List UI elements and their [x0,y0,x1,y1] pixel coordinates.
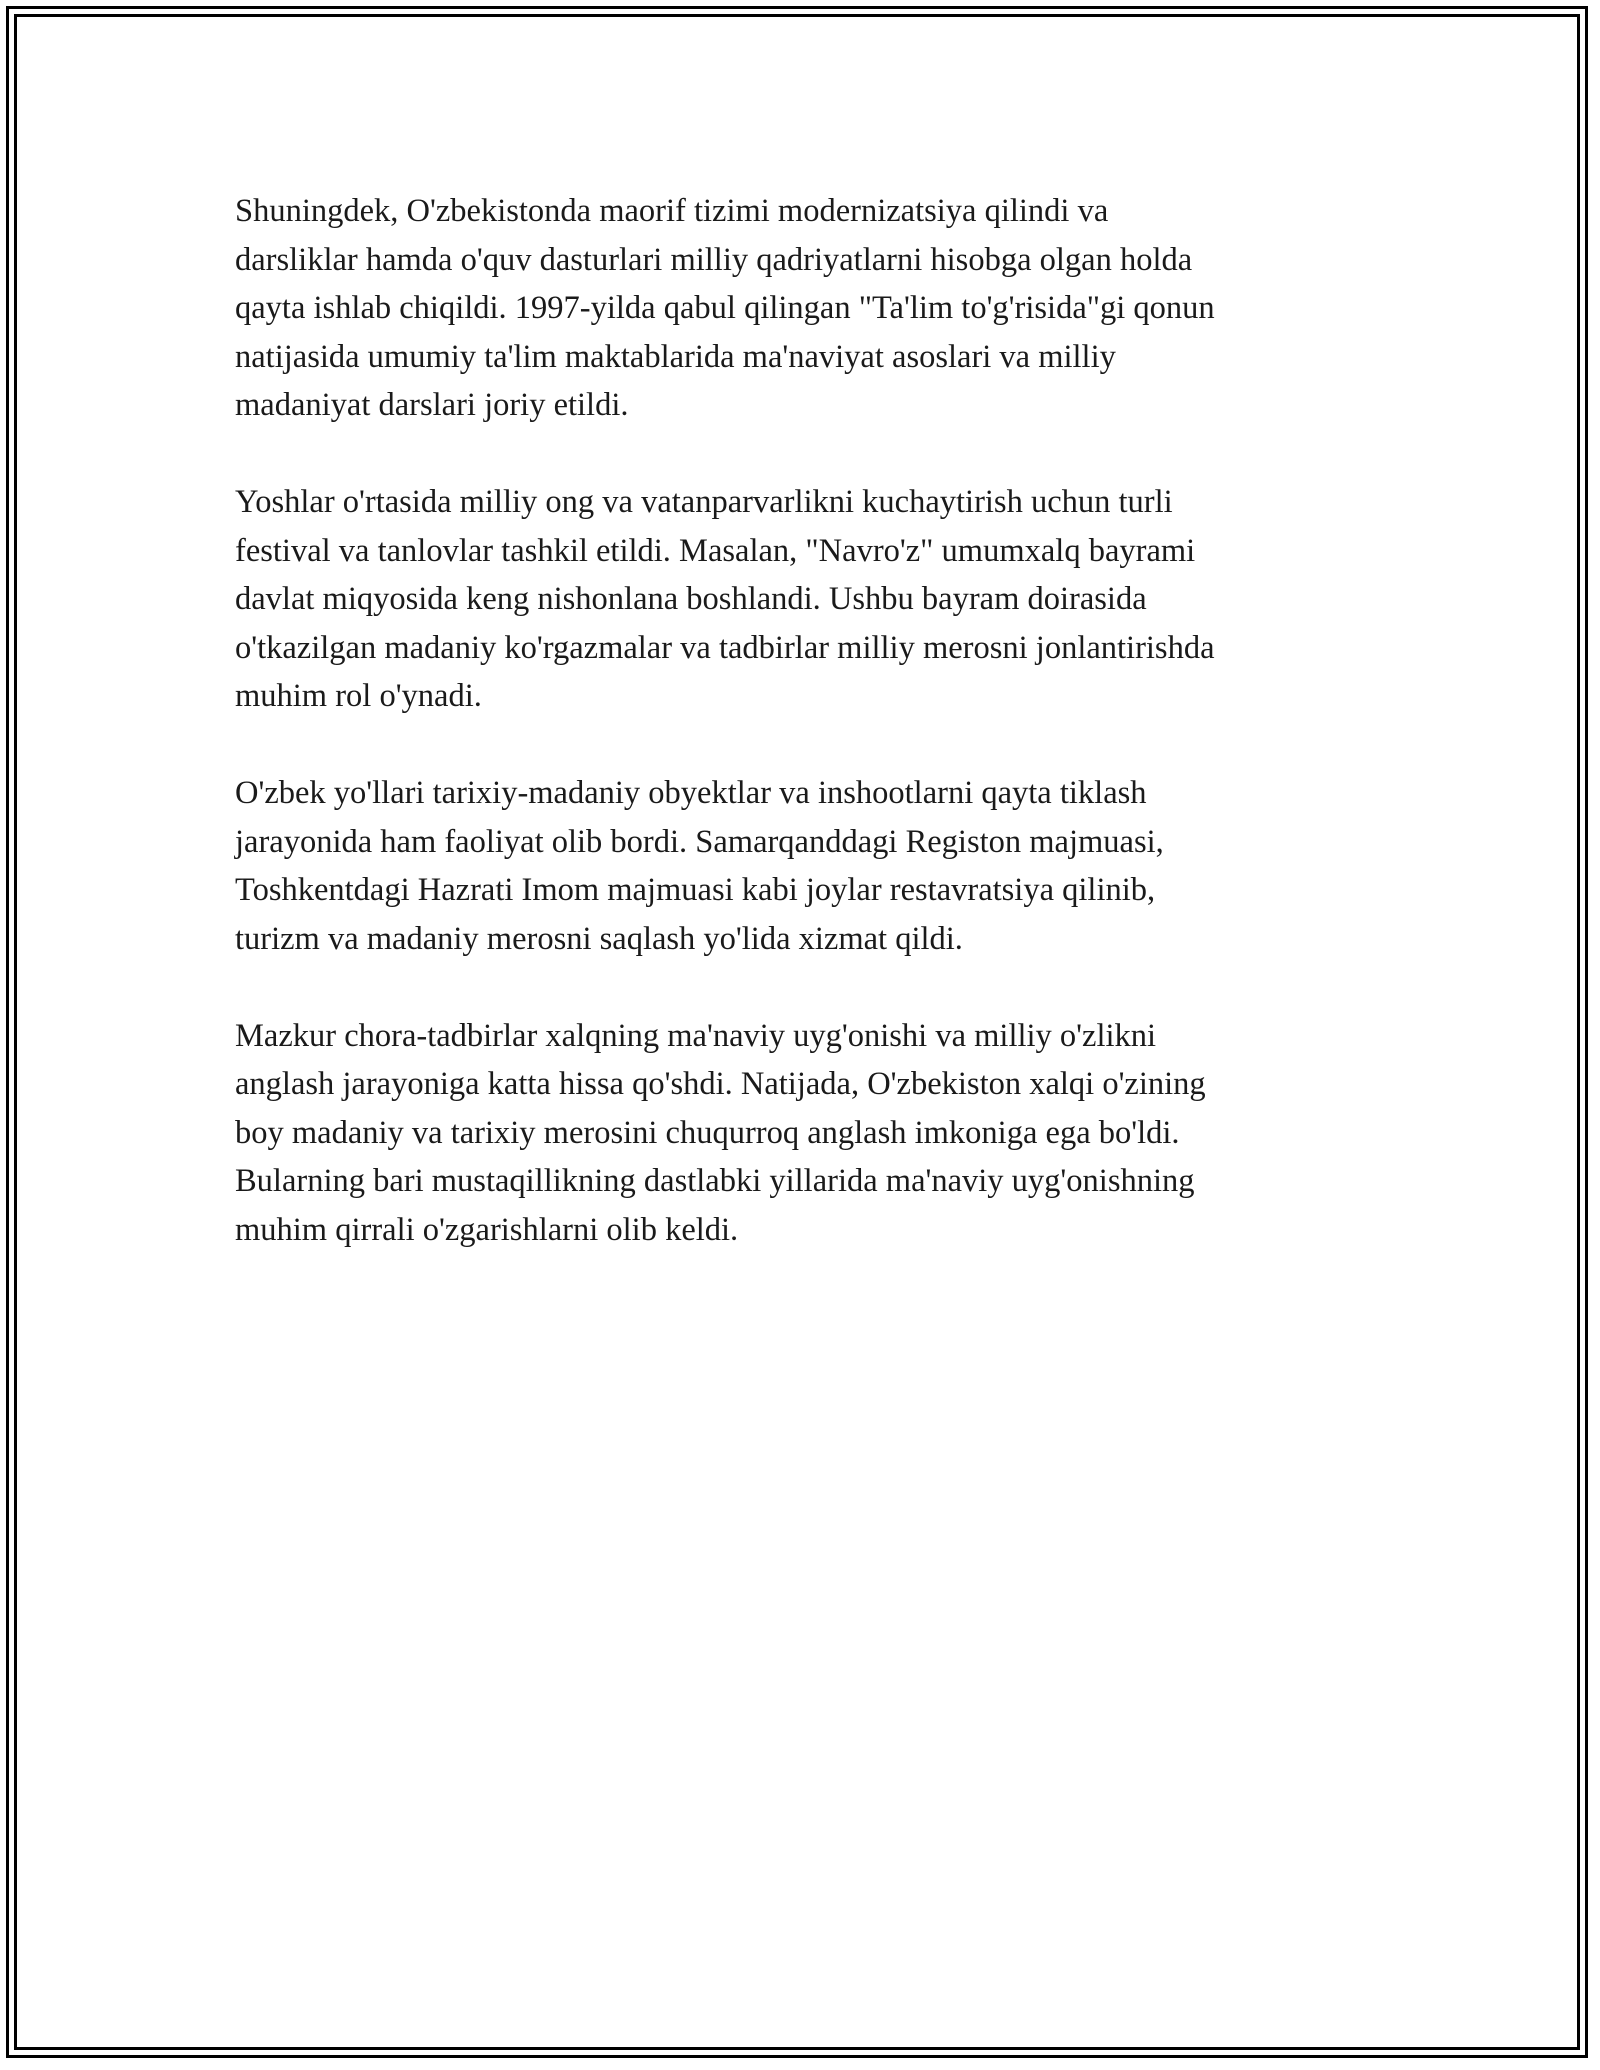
text-line: Toshkentdagi Hazrati Imom majmuasi kabi joylar restavratsiya qilinib, [235,872,1156,908]
text-line: muhim qirrali o'zgarishlarni olib keldi. [235,1211,739,1248]
text-line: natijasida umumiy ta'lim maktablarida ma'naviyat asoslari va milliy [235,338,1116,375]
text-line: davlat miqyosida keng nishonlana boshlandi. Ushbu bayram doirasida [235,581,1147,617]
text-line: darsliklar hamda o'quv dasturlari milliy qadriyatlarni hisobga olgan holda [235,241,1193,278]
text-line: anglash jarayoniga katta hissa qo'shdi. Natijada, O'zbekiston xalqi o'zining [235,1066,1206,1102]
paragraph-education-reform [235,187,1375,430]
paragraph-youth-festivals [235,478,1375,721]
paragraph-conclusion [235,1012,1375,1255]
text-line: O'zbek yo'llari tarixiy-madaniy obyektlar va inshootlarni qayta tiklash [235,775,1147,811]
text-line: boy madaniy va tarixiy merosini chuqurroq anglash imkoniga ega bo'ldi. [235,1114,1180,1151]
text-line: festival va tanlovlar tashkil etildi. Masalan, "Navro'z" umumxalq bayrami [235,532,1196,569]
text-line: qayta ishlab chiqildi. 1997-yilda qabul qilingan "Ta'lim to'g'risida"gi qonun [235,290,1215,326]
text-line: Mazkur chora-tadbirlar xalqning ma'naviy uyg'onishi va milliy o'zlikni [235,1017,1157,1054]
text-line: Bularning bari mustaqillikning dastlabki yillarida ma'naviy uyg'onishning [235,1163,1195,1199]
paragraph-heritage-restoration [235,769,1375,963]
text-line: o'tkazilgan madaniy ko'rgazmalar va tadbirlar milliy merosni jonlantirishda [235,629,1215,666]
text-line: Shuningdek, O'zbekistonda maorif tizimi modernizatsiya qilindi va [235,193,1109,229]
text-line: Yoshlar o'rtasida milliy ong va vatanparvarlikni kuchaytirish uchun turli [235,484,1173,520]
text-line: muhim rol o'ynadi. [235,678,482,714]
text-line: madaniyat darslari joriy etildi. [235,387,629,423]
text-line: turizm va madaniy merosni saqlash yo'lida xizmat qildi. [235,920,963,957]
document-body [235,187,1375,1303]
text-line: jarayonida ham faoliyat olib bordi. Samarqanddagi Registon majmuasi, [235,823,1164,860]
